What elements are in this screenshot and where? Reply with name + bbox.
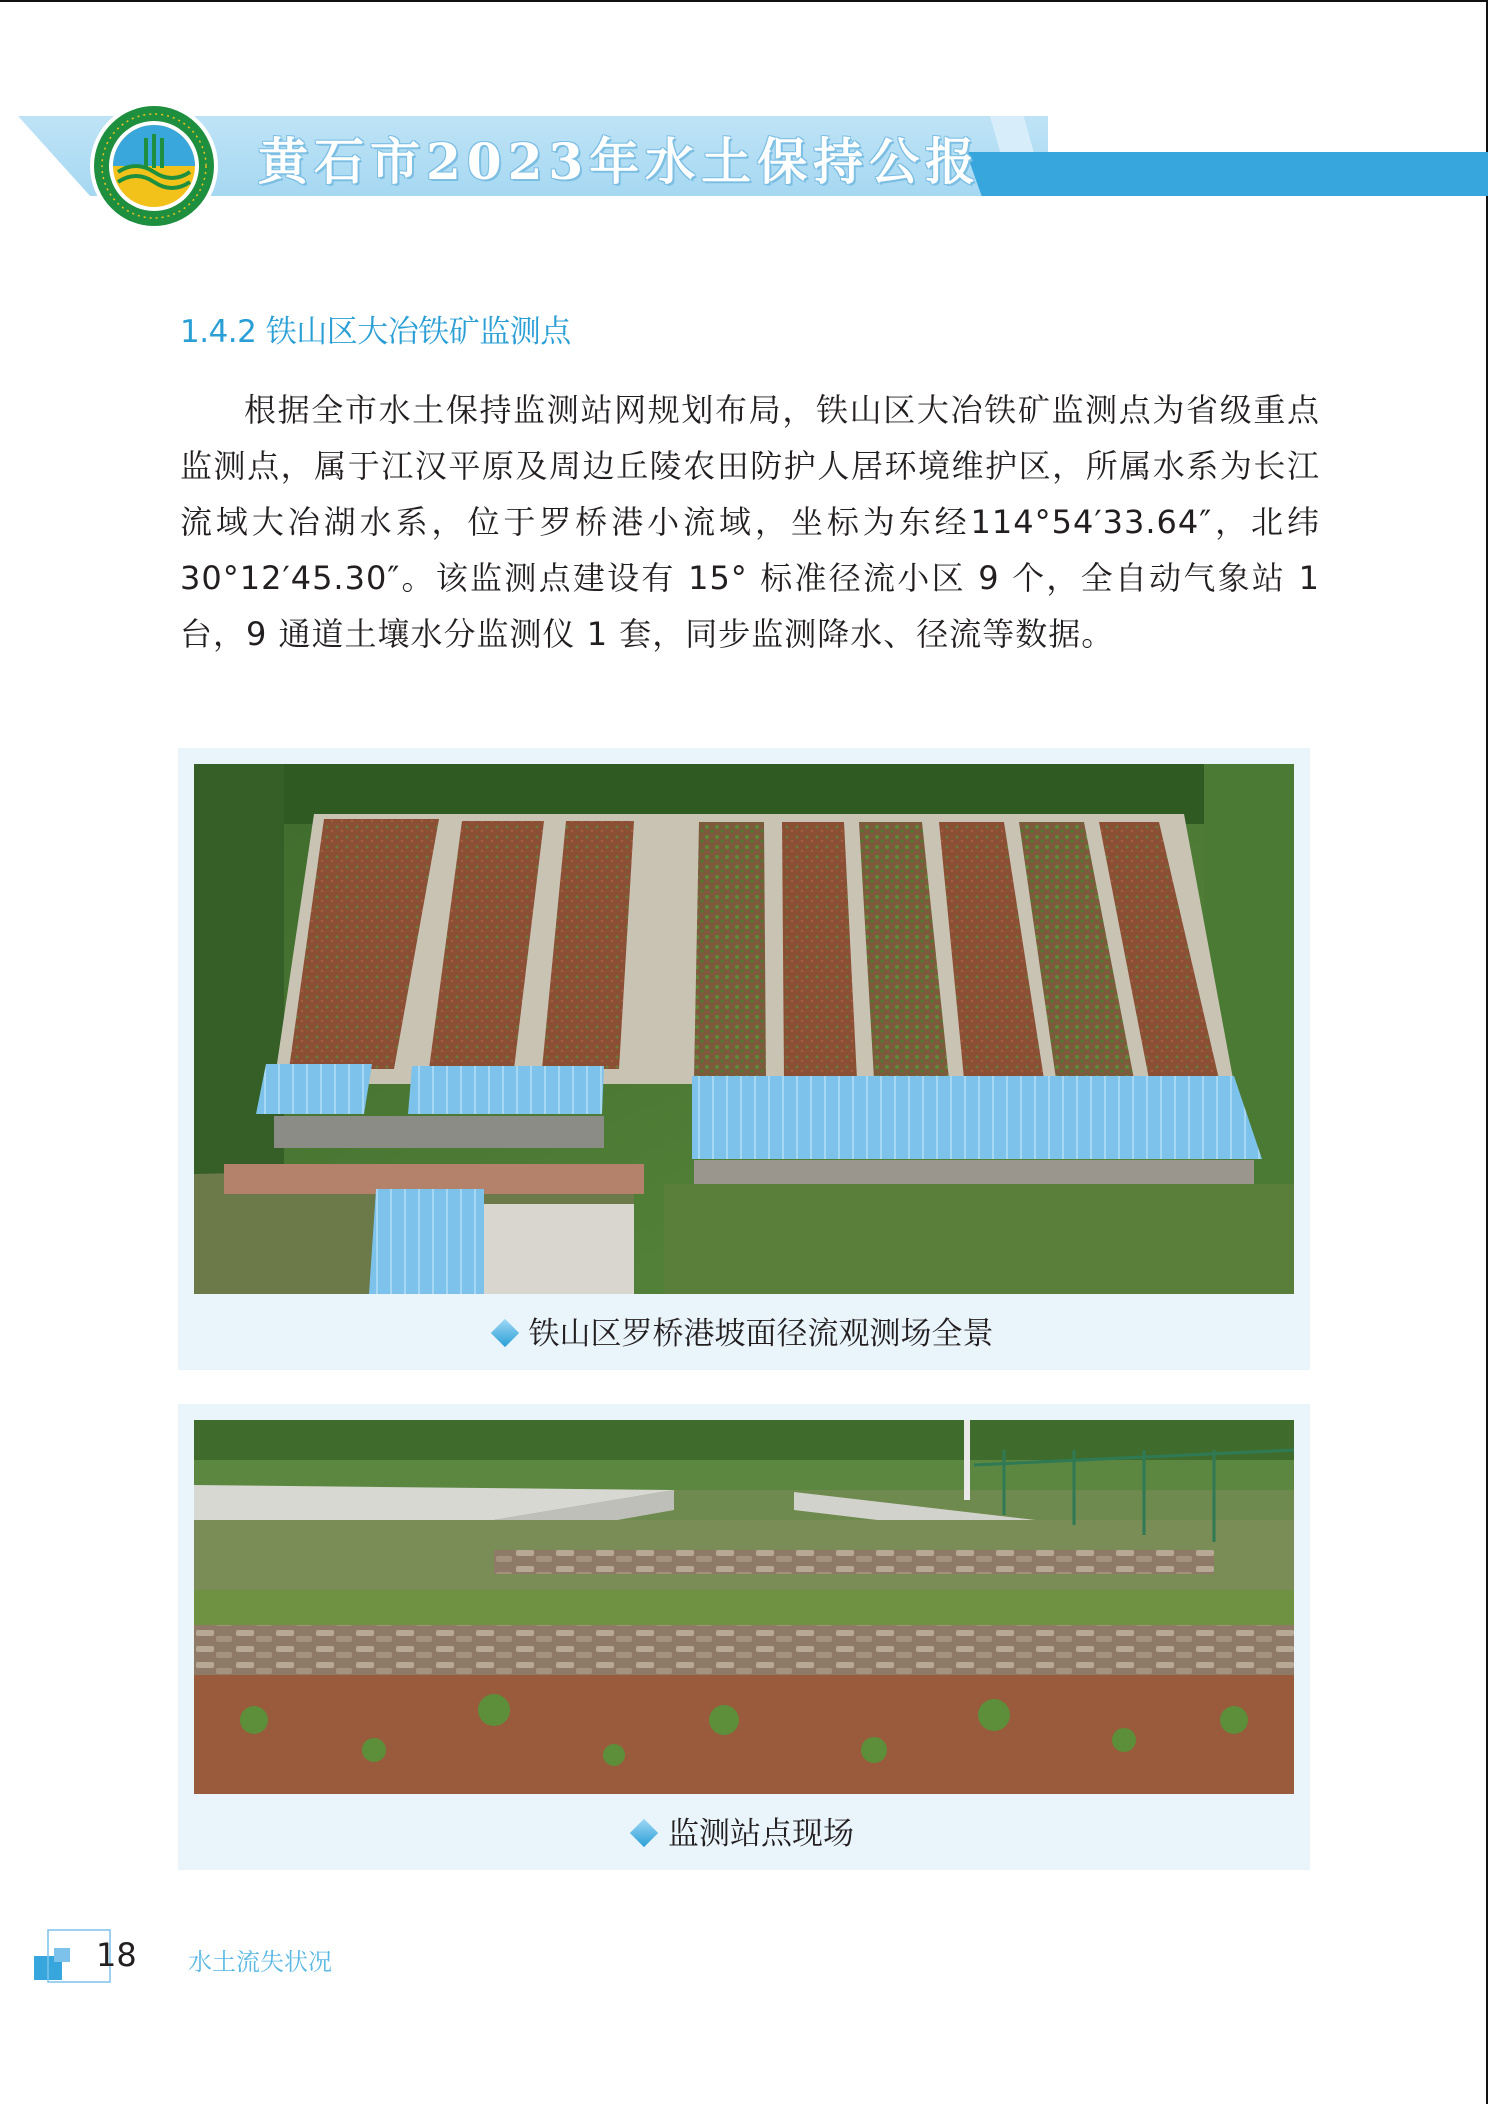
header-title: 黄石市2023年水土保持公报	[258, 132, 982, 191]
report-header	[0, 100, 1488, 210]
section-title: 1.4.2 铁山区大冶铁矿监测点	[180, 314, 571, 350]
page-number: 18	[96, 1936, 137, 1974]
figure-caption-text: 铁山区罗桥港坡面径流观测场全景	[528, 1316, 994, 1352]
site-photo-monitoring-station	[194, 1420, 1294, 1794]
figure-caption	[178, 1808, 1310, 1853]
diamond-bullet-icon	[490, 1318, 518, 1346]
diamond-bullet-icon	[630, 1818, 658, 1846]
aerial-photo-runoff-plots	[194, 764, 1294, 1294]
footer-section-label: 水土流失状况	[188, 1948, 332, 1976]
figure-caption	[178, 1308, 1310, 1353]
soil-conservation-logo-icon	[88, 100, 220, 232]
header-band-dark	[966, 152, 1488, 196]
figure-aerial-view	[178, 748, 1310, 1370]
body-paragraph: 根据全市水土保持监测站网规划布局，铁山区大冶铁矿监测点为省级重点监测点，属于江汉平原及周边丘陵农田防护人居环境维护区，所属水系为长江流域大冶湖水系，位于罗桥港小流域，坐标为东经114°54′33.64″，北纬 30°12′45.30″。该监测点建设有 15° 标准径流小区 9 个，全自动气象站 1 台，9 通道土壤水分监测仪 1 套，同步监测降水、径流等数据。	[180, 391, 1320, 653]
figure-site-view	[178, 1404, 1310, 1870]
figure-caption-text: 监测站点现场	[668, 1816, 854, 1852]
